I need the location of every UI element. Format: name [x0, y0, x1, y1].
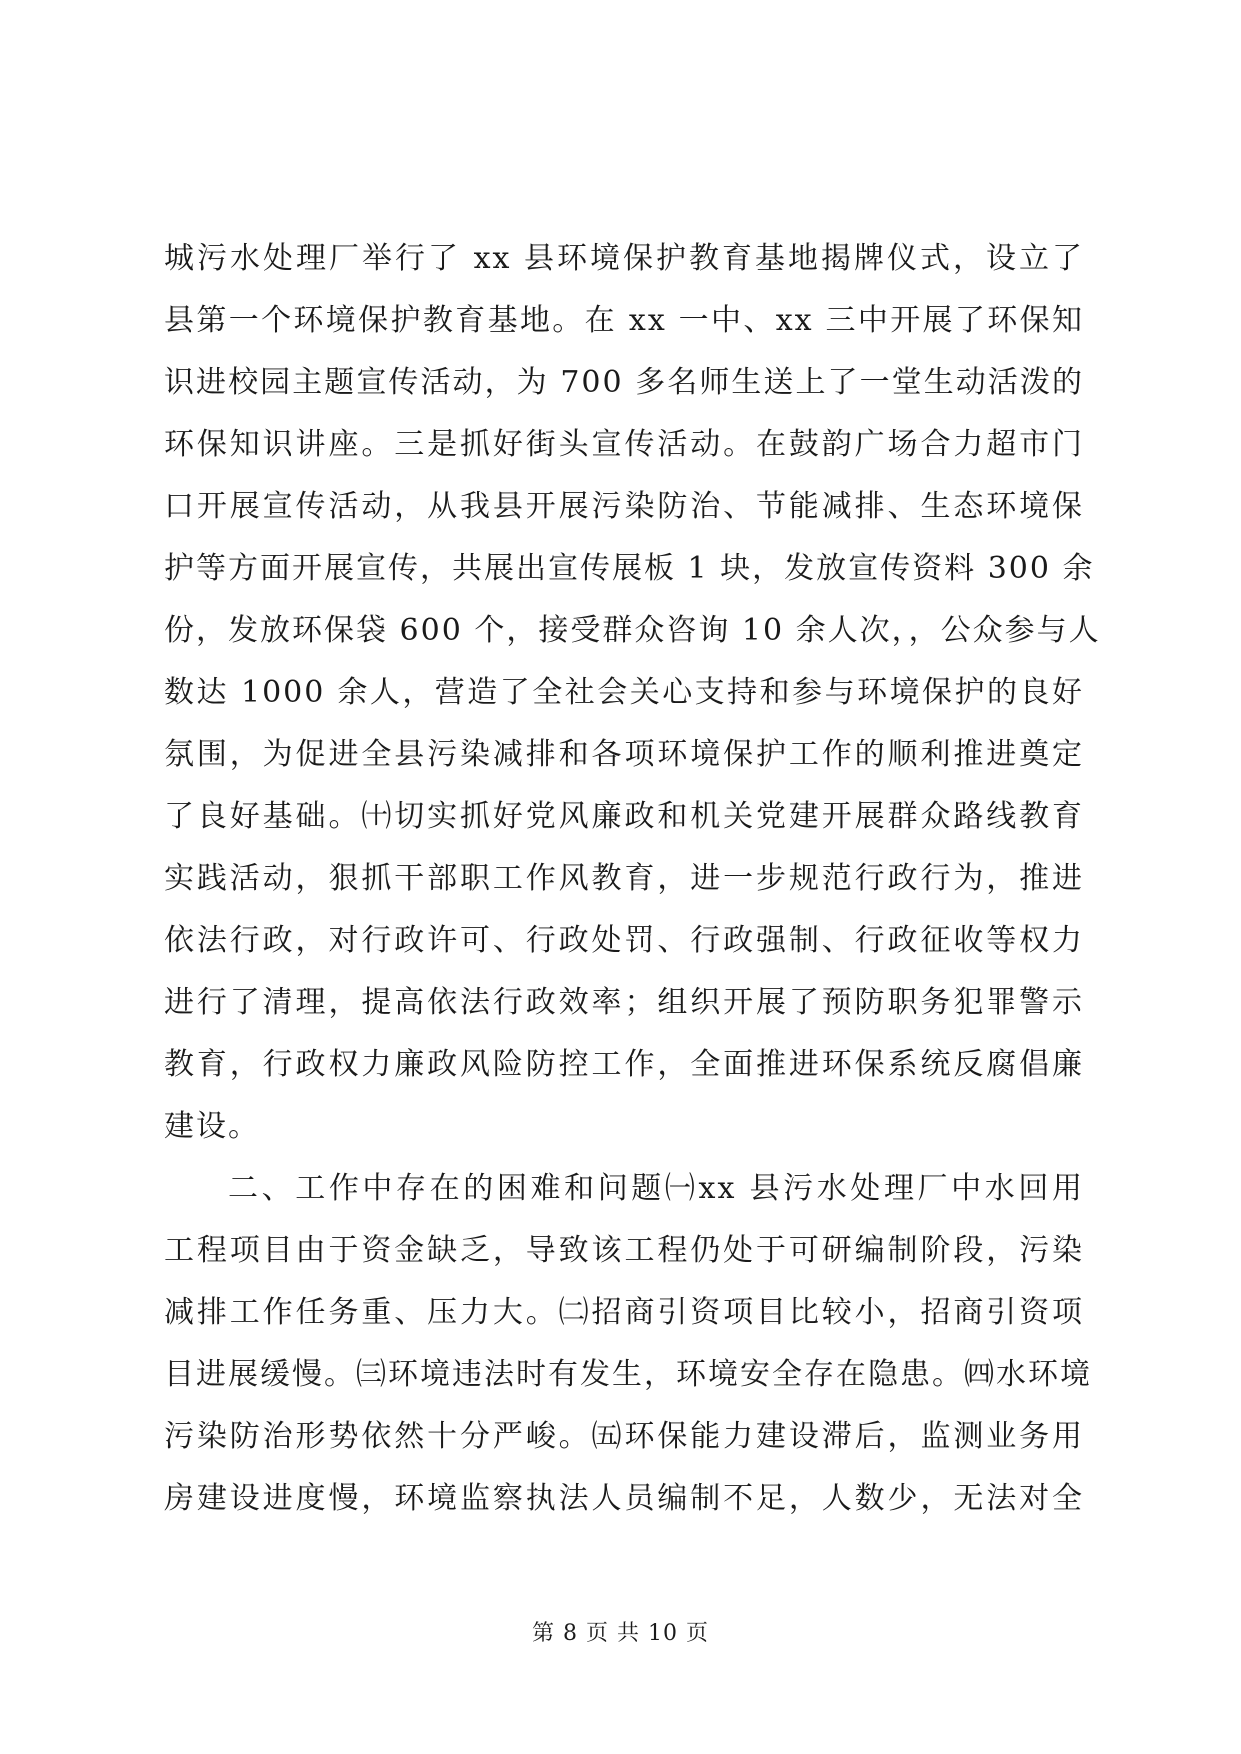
text-line: 进行了清理，提高依法行政效率；组织开展了预防职务犯罪警示	[164, 985, 1084, 1020]
text-line: 污染防治形势依然十分严峻。㈤环保能力建设滞后，监测业务用	[164, 1419, 1084, 1454]
paragraph-heading-line: 二、工作中存在的困难和问题㈠xx 县污水处理厂中水回用	[228, 1171, 1084, 1206]
text-line: 护等方面开展宣传，共展出宣传展板 1 块，发放宣传资料 300 余	[164, 551, 1095, 586]
text-line: 识进校园主题宣传活动，为 700 多名师生送上了一堂生动活泼的	[164, 365, 1084, 400]
text-line: 数达 1000 余人，营造了全社会关心支持和参与环境保护的良好	[164, 675, 1084, 710]
text-line: 了良好基础。㈩切实抓好党风廉政和机关党建开展群众路线教育	[164, 799, 1084, 834]
text-line: 减排工作任务重、压力大。㈡招商引资项目比较小，招商引资项	[164, 1295, 1084, 1330]
text-line: 实践活动，狠抓干部职工作风教育，进一步规范行政行为，推进	[164, 861, 1084, 896]
text-line: 目进展缓慢。㈢环境违法时有发生，环境安全存在隐患。㈣水环境	[164, 1357, 1092, 1392]
text-line: 依法行政，对行政许可、行政处罚、行政强制、行政征收等权力	[164, 923, 1084, 958]
page-number-footer: 第 8 页 共 10 页	[532, 1621, 709, 1646]
body-text	[164, 228, 1101, 1530]
text-line: 氛围，为促进全县污染减排和各项环境保护工作的顺利推进奠定	[164, 737, 1084, 772]
text-line: 建设。	[164, 1109, 260, 1144]
text-line: 城污水处理厂举行了 xx 县环境保护教育基地揭牌仪式，设立了	[164, 241, 1084, 276]
text-line: 教育，行政权力廉政风险防控工作，全面推进环保系统反腐倡廉	[164, 1047, 1084, 1082]
text-line: 房建设进度慢，环境监察执法人员编制不足，人数少，无法对全	[164, 1481, 1084, 1516]
text-line: 环保知识讲座。三是抓好街头宣传活动。在鼓韵广场合力超市门	[164, 427, 1084, 462]
text-line: 县第一个环境保护教育基地。在 xx 一中、xx 三中开展了环保知	[164, 303, 1084, 338]
text-line: 份，发放环保袋 600 个，接受群众咨询 10 余人次，，公众参与人	[164, 613, 1101, 648]
text-line: 口开展宣传活动，从我县开展污染防治、节能减排、生态环境保	[164, 489, 1084, 524]
text-line: 工程项目由于资金缺乏，导致该工程仍处于可研编制阶段，污染	[164, 1233, 1084, 1268]
